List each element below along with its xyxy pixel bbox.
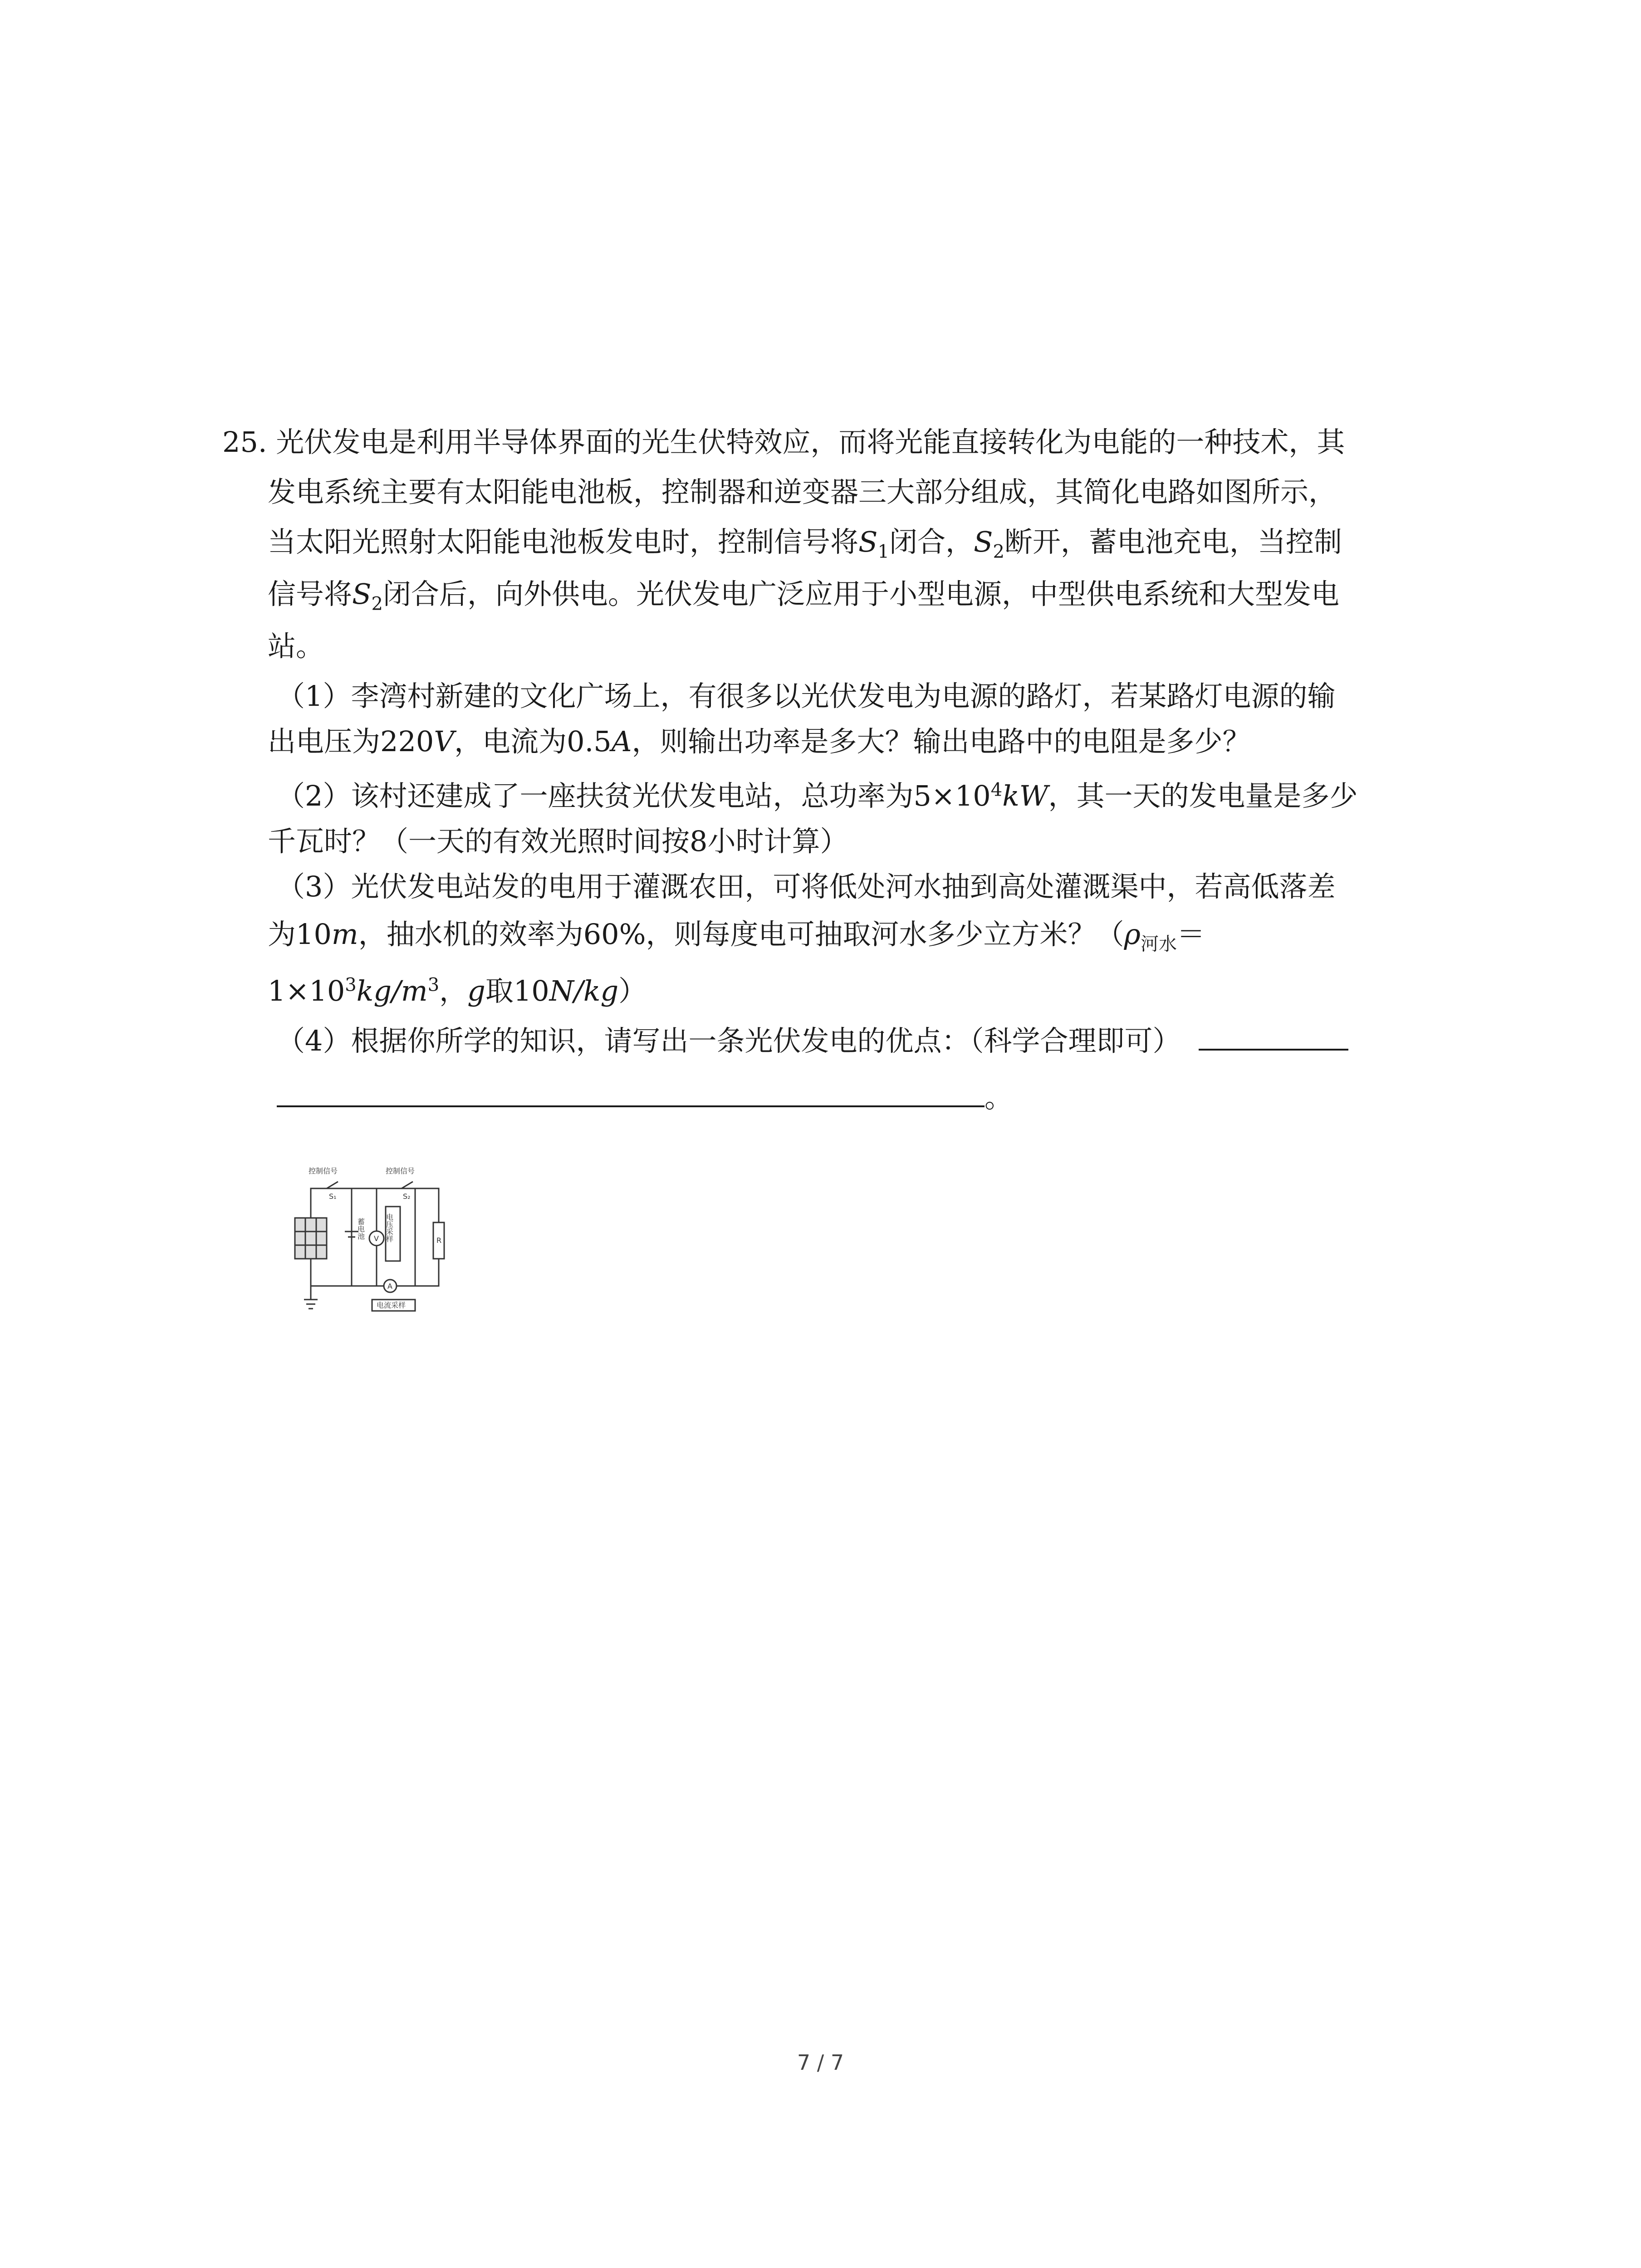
part-3-line-1: （3）光伏发电站发的电用于灌溉农田，可将低处河水抽到高处灌溉渠中，若高低落差 [277, 870, 1336, 903]
part-1-line-2: 出电压为220V，电流为0.5A，则输出功率是多大？输出电路中的电阻是多少？ [268, 725, 1251, 758]
part-3-line-2: 为10m，抽水机的效率为60%，则每度电可抽取河水多少立方米？（$\rho_{河水}=$ [268, 918, 1205, 955]
battery-label: 蓄电池 [356, 1218, 365, 1240]
solar-panel-icon [295, 1218, 327, 1259]
part-4-line-1: （4）根据你所学的知识，请写出一条光伏发电的优点：（科学合理即可） [277, 1023, 1348, 1059]
question-number: 25. [222, 425, 267, 459]
stem-line-4: 信号将$S_2$闭合后，向外供电。光伏发电广泛应用于小型电源，中型供电系统和大型发电 [268, 577, 1339, 615]
circuit-diagram [284, 1163, 474, 1322]
resistor-label: R [436, 1236, 442, 1245]
part-4-line-2: 。 [277, 1080, 1013, 1116]
control-signal-label-1: 控制信号 [309, 1167, 338, 1175]
part-2-line-2: 千瓦时？（一天的有效光照时间按8小时计算） [268, 825, 848, 858]
part-2-line-1: （2）该村还建成了一座扶贫光伏发电站，总功率为$5\times 10^4kW$，其一天的发电量是多少 [277, 779, 1358, 812]
voltage-sampling-label: 电压采样 [385, 1213, 394, 1242]
stem-line-1: 25. 光伏发电是利用半导体界面的光生伏特效应，而将光能直接转化为电能的一种技术，其 [222, 425, 1345, 459]
s1-label: S₁ [329, 1192, 337, 1201]
part-1-line-1: （1）李湾村新建的文化广场上，有很多以光伏发电为电源的路灯，若某路灯电源的输 [277, 679, 1336, 713]
part-3-line-3: $1\times 10^3kg/m^3$，g取10N/kg） [268, 974, 647, 1007]
answer-blank-2[interactable] [277, 1096, 985, 1107]
page-number: 7 / 7 [797, 2050, 844, 2075]
ammeter-label: A [387, 1282, 392, 1290]
control-signal-label-2: 控制信号 [386, 1167, 415, 1175]
voltmeter-label: V [374, 1234, 379, 1243]
stem-line-5: 站。 [268, 630, 324, 663]
answer-blank-1[interactable] [1199, 1040, 1348, 1051]
stem-line-3: 当太阳光照射太阳能电池板发电时，控制信号将$S_1$闭合，$S_2$断开，蓄电池充电，当控制 [268, 525, 1342, 562]
s2-label: S₂ [403, 1192, 411, 1201]
current-sampling-label: 电流采样 [377, 1301, 406, 1310]
stem-line-2: 发电系统主要有太阳能电池板，控制器和逆变器三大部分组成，其简化电路如图所示， [268, 475, 1337, 508]
